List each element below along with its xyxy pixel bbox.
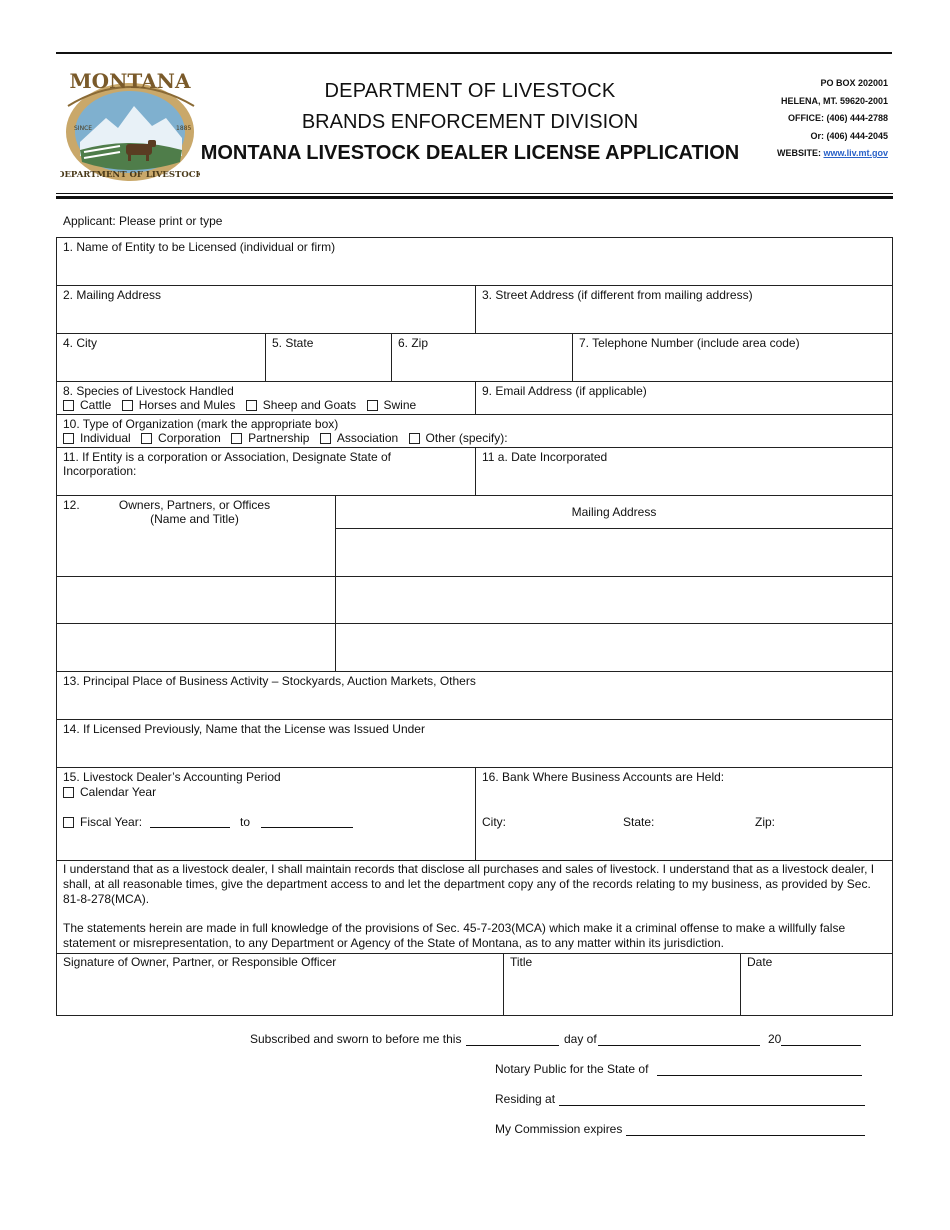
col-divider	[503, 953, 504, 1016]
owner-address-input-2[interactable]	[336, 577, 892, 622]
logo-subtitle: DEPARTMENT OF LIVESTOCK	[60, 170, 200, 180]
option-label: Calendar Year	[80, 785, 157, 799]
office-phone: OFFICE: (406) 444-2788	[787, 113, 888, 123]
owner-address-input-1[interactable]	[336, 529, 892, 575]
calendar-year-option[interactable]	[63, 785, 156, 799]
checkbox[interactable]	[231, 433, 242, 444]
row-divider	[57, 860, 892, 861]
org-individual[interactable]	[63, 431, 131, 445]
checkbox[interactable]	[63, 400, 74, 411]
owners-header-line1: Owners, Partners, or Offices	[118, 498, 271, 512]
residing-input[interactable]	[559, 1105, 865, 1106]
option-label: Cattle	[80, 398, 112, 412]
col-divider	[740, 953, 741, 1016]
website-link[interactable]: www.liv.mt.gov	[823, 148, 888, 158]
option-label: Other (specify):	[425, 431, 508, 445]
logo-since: SINCE	[74, 125, 93, 132]
field-8-species-label: 8. Species of Livestock Handled	[63, 384, 234, 398]
checkbox[interactable]	[367, 400, 378, 411]
owner-name-input-1[interactable]	[58, 529, 334, 575]
checkbox[interactable]	[63, 787, 74, 798]
field-12-mailing-header: Mailing Address	[571, 505, 657, 519]
notary-public-label: Notary Public for the State of	[495, 1062, 649, 1076]
owner-name-input-3[interactable]	[58, 624, 334, 670]
logo-year: 1885	[176, 125, 192, 132]
checkbox[interactable]	[63, 817, 74, 828]
day-of-label: day of	[564, 1032, 597, 1046]
statement-penalty: The statements herein are made in full knowledge of the provisions of Sec. 45-7-203(MCA) which make it a criminal offense to make a willfully false statement or misrepresentation, to any Department or Agency of the State of Montana, as to any matter within its jurisdiction.	[63, 921, 846, 950]
header-rule-thick	[56, 196, 893, 199]
fiscal-to-label: to	[240, 815, 251, 829]
option-label: Individual	[80, 431, 131, 445]
col-divider	[475, 285, 476, 333]
field-1-name-of-entity[interactable]: 1. Name of Entity to be Licensed (individual or firm)	[63, 240, 336, 254]
dept-title: DEPARTMENT OF LIVESTOCK	[324, 80, 616, 102]
signature-field[interactable]: Signature of Owner, Partner, or Responsible Officer	[63, 955, 337, 969]
field-4-city[interactable]: 4. City	[63, 336, 98, 350]
col-divider	[391, 333, 392, 381]
field-10-org-type-label: 10. Type of Organization (mark the appropriate box)	[63, 417, 339, 431]
year-label: 20	[768, 1032, 782, 1046]
checkbox[interactable]	[141, 433, 152, 444]
field-13-principal-place[interactable]: 13. Principal Place of Business Activity – Stockyards, Auction Markets, Others	[63, 674, 476, 688]
org-corporation[interactable]	[141, 431, 221, 445]
alt-phone: Or: (406) 444-2045	[810, 130, 888, 141]
montana-dol-logo	[60, 66, 200, 184]
col-divider	[265, 333, 266, 381]
field-15-accounting-period: 15. Livestock Dealer’s Accounting Period	[63, 770, 281, 784]
application-form	[56, 237, 893, 1016]
bank-zip-label: Zip:	[755, 815, 776, 829]
statement-records: I understand that as a livestock dealer, I shall maintain records that disclose all purchases and sales of livestock. I understand that as a livestock dealer, I shall, at all reasonable times, give the department access to and let the department copy any of the records relating to my business, as provided by Sec. 81-8-278(MCA).	[63, 862, 875, 906]
top-rule	[56, 52, 892, 54]
field-12-owners-header	[97, 498, 292, 526]
residing-label: Residing at	[495, 1092, 556, 1106]
header-rule-thin	[56, 193, 893, 194]
sworn-month-input[interactable]	[598, 1045, 760, 1046]
option-label: Association	[336, 431, 399, 445]
species-options	[63, 398, 423, 412]
sworn-year-input[interactable]	[781, 1045, 861, 1046]
checkbox[interactable]	[246, 400, 257, 411]
row-divider	[57, 495, 892, 496]
owners-header-line2: (Name and Title)	[150, 512, 239, 526]
option-label: Corporation	[158, 431, 221, 445]
row-divider	[57, 719, 892, 720]
field-9-email[interactable]: 9. Email Address (if applicable)	[482, 384, 647, 398]
row-divider	[57, 333, 892, 334]
option-label: Sheep and Goats	[262, 398, 357, 412]
col-divider	[475, 767, 476, 860]
field-5-state[interactable]: 5. State	[272, 336, 314, 350]
field-16-bank[interactable]: 16. Bank Where Business Accounts are Held:	[482, 770, 725, 784]
fiscal-to-input[interactable]	[261, 827, 353, 828]
city-state: HELENA, MT. 59620-2001	[780, 95, 888, 106]
option-label: Partnership	[248, 431, 310, 445]
col-divider	[475, 447, 476, 495]
field-12-number: 12.	[63, 498, 80, 512]
owner-name-input-2[interactable]	[58, 577, 334, 622]
field-7-telephone[interactable]: 7. Telephone Number (include area code)	[579, 336, 800, 350]
contact-block	[777, 75, 888, 163]
field-2-mailing-address[interactable]: 2. Mailing Address	[63, 288, 162, 302]
col-divider	[572, 333, 573, 381]
field-6-zip[interactable]: 6. Zip	[398, 336, 429, 350]
species-swine[interactable]	[367, 398, 417, 412]
checkbox[interactable]	[63, 433, 74, 444]
date-field[interactable]: Date	[747, 955, 773, 969]
species-sheep-goats[interactable]	[246, 398, 356, 412]
bank-state-label: State:	[623, 815, 655, 829]
fiscal-from-input[interactable]	[150, 827, 230, 828]
website-line	[777, 145, 888, 163]
applicant-note: Applicant: Please print or type	[63, 214, 223, 228]
org-type-options	[63, 431, 515, 445]
option-label: Horses and Mules	[138, 398, 236, 412]
checkbox[interactable]	[122, 400, 133, 411]
option-label: Swine	[383, 398, 417, 412]
bank-city-label: City:	[482, 815, 506, 829]
sworn-label: Subscribed and sworn to before me this	[250, 1032, 462, 1046]
title-field[interactable]: Title	[510, 955, 533, 969]
org-association[interactable]	[320, 431, 398, 445]
field-11-line1: 11. If Entity is a corporation or Association, Designate State of	[63, 450, 391, 464]
checkbox[interactable]	[409, 433, 420, 444]
org-other[interactable]	[409, 431, 508, 445]
species-horses-mules[interactable]	[122, 398, 236, 412]
option-label: Fiscal Year:	[80, 815, 143, 829]
logo-title: MONTANA	[69, 69, 191, 93]
field-11-line2: Incorporation:	[63, 464, 137, 478]
website-label: WEBSITE:	[776, 148, 821, 158]
org-partnership[interactable]	[231, 431, 309, 445]
commission-expires-label: My Commission expires	[495, 1122, 623, 1136]
fiscal-year-option[interactable]	[63, 815, 142, 829]
row-divider	[57, 953, 892, 954]
field-11-state-incorporation[interactable]	[63, 450, 391, 478]
species-cattle[interactable]	[63, 398, 111, 412]
row-divider	[57, 671, 892, 672]
field-11a-date-incorporated[interactable]: 11 a. Date Incorporated	[482, 450, 608, 464]
owner-address-input-3[interactable]	[336, 624, 892, 670]
commission-expires-input[interactable]	[626, 1135, 865, 1136]
checkbox[interactable]	[320, 433, 331, 444]
row-divider	[57, 414, 892, 415]
form-title: MONTANA LIVESTOCK DEALER LICENSE APPLICATION	[200, 142, 740, 164]
po-box: PO BOX 202001	[820, 78, 888, 88]
sworn-day-input[interactable]	[466, 1045, 559, 1046]
notary-state-input[interactable]	[657, 1075, 862, 1076]
field-14-previous-license[interactable]: 14. If Licensed Previously, Name that the License was Issued Under	[63, 722, 425, 736]
division-title: BRANDS ENFORCEMENT DIVISION	[301, 111, 639, 133]
col-divider	[475, 381, 476, 414]
field-3-street-address[interactable]: 3. Street Address (if different from mailing address)	[482, 288, 753, 302]
